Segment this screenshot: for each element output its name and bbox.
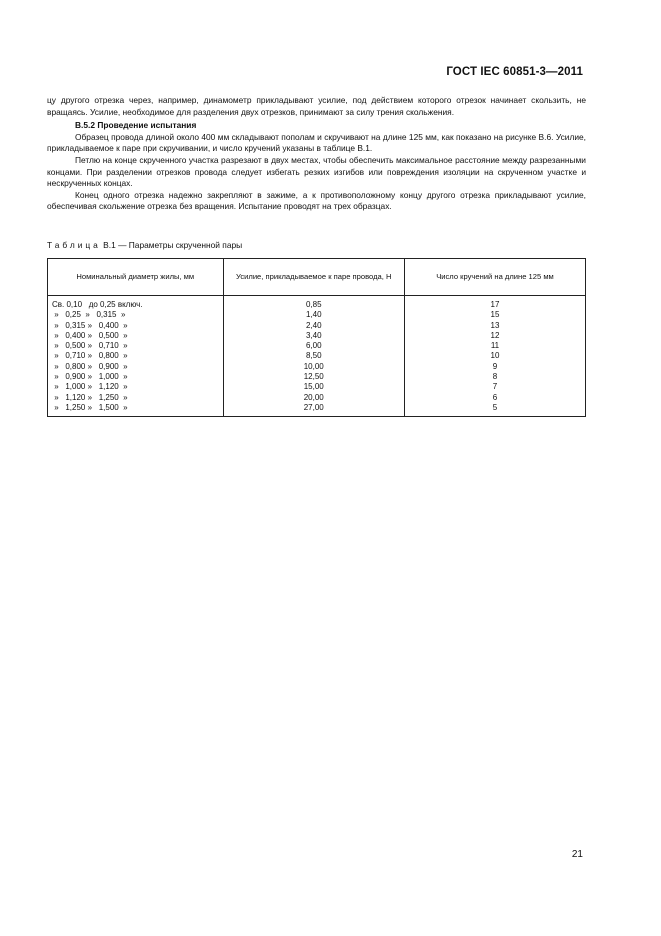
table-caption-text: В.1 — Параметры скрученной пары xyxy=(103,240,243,250)
cell-diameter: » 0,400 » 0,500 » xyxy=(48,331,224,341)
cell-twists: 15 xyxy=(404,310,585,320)
cell-diameter: » 0,800 » 0,900 » xyxy=(48,362,224,372)
table-body xyxy=(48,296,586,417)
cell-force: 15,00 xyxy=(223,382,404,392)
table-row xyxy=(48,362,586,372)
parameters-table xyxy=(47,258,586,417)
cell-twists: 8 xyxy=(404,372,585,382)
cell-twists: 5 xyxy=(404,403,585,417)
body-text xyxy=(47,95,586,213)
table-row xyxy=(48,296,586,311)
paragraph-loop-cutting: Петлю на конце скрученного участка разрезают в двух местах, чтобы обеспечить максимальное расстояние между разрезанными концами. При разделении отрезков провода следует избегать резких изгибов или повреждения изоляции на скрученном участке и нескрученных концах. xyxy=(47,154,586,189)
cell-diameter: Св. 0,10 до 0,25 включ. xyxy=(48,296,224,311)
cell-force: 0,85 xyxy=(223,296,404,311)
cell-twists: 11 xyxy=(404,341,585,351)
table-row xyxy=(48,331,586,341)
cell-diameter: » 0,900 » 1,000 » xyxy=(48,372,224,382)
table-row xyxy=(48,341,586,351)
cell-diameter: » 0,710 » 0,800 » xyxy=(48,351,224,361)
paragraph-sample-preparation: Образец провода длиной около 400 мм складывают пополам и скручивают на длине 125 мм, как показано на рисунке В.6. Усилие, прикладываемое к паре при скручивании, и число кручений указаны в таблице В.1. xyxy=(47,131,586,154)
cell-twists: 13 xyxy=(404,321,585,331)
cell-twists: 10 xyxy=(404,351,585,361)
cell-diameter: » 0,315 » 0,400 » xyxy=(48,321,224,331)
cell-force: 6,00 xyxy=(223,341,404,351)
table-header-row xyxy=(48,259,586,296)
table-row xyxy=(48,351,586,361)
cell-force: 27,00 xyxy=(223,403,404,417)
cell-force: 8,50 xyxy=(223,351,404,361)
table-row xyxy=(48,403,586,417)
cell-force: 2,40 xyxy=(223,321,404,331)
table-caption xyxy=(47,240,242,250)
cell-diameter: » 1,120 » 1,250 » xyxy=(48,393,224,403)
table-row xyxy=(48,372,586,382)
table-row xyxy=(48,310,586,320)
cell-force: 12,50 xyxy=(223,372,404,382)
page-number: 21 xyxy=(571,849,583,860)
cell-twists: 7 xyxy=(404,382,585,392)
cell-force: 10,00 xyxy=(223,362,404,372)
cell-diameter: » 1,250 » 1,500 » xyxy=(48,403,224,417)
cell-twists: 6 xyxy=(404,393,585,403)
cell-diameter: » 0,500 » 0,710 » xyxy=(48,341,224,351)
header-diameter: Номинальный диаметр жилы, мм xyxy=(48,259,224,296)
paragraph-test-procedure: Конец одного отрезка надежно закрепляют в зажиме, а к противоположному концу другого отрезка прикладывают усилие, обеспечивая скольжение отрезка без вращения. Испытание проводят на трех образцах. xyxy=(47,189,586,212)
header-force: Усилие, прикладываемое к паре провода, Н xyxy=(223,259,404,296)
header-twists: Число кручений на длине 125 мм xyxy=(404,259,585,296)
cell-twists: 12 xyxy=(404,331,585,341)
cell-diameter: » 0,25 » 0,315 » xyxy=(48,310,224,320)
paragraph-continuation: цу другого отрезка через, например, динамометр прикладывают усилие, под действием которого отрезок начинает скользить, не вращаясь. Усилие, необходимое для разделения двух отрезков, принимают за силу трения скольжения. xyxy=(47,95,586,117)
table-row xyxy=(48,382,586,392)
cell-force: 3,40 xyxy=(223,331,404,341)
cell-force: 1,40 xyxy=(223,310,404,320)
table-row xyxy=(48,321,586,331)
document-header: ГОСТ IEC 60851-3—2011 xyxy=(446,66,583,78)
table-caption-label: Таблица xyxy=(47,240,101,250)
cell-twists: 17 xyxy=(404,296,585,311)
cell-twists: 9 xyxy=(404,362,585,372)
section-heading: В.5.2 Проведение испытания xyxy=(75,120,197,131)
cell-diameter: » 1,000 » 1,120 » xyxy=(48,382,224,392)
table-row xyxy=(48,393,586,403)
cell-force: 20,00 xyxy=(223,393,404,403)
